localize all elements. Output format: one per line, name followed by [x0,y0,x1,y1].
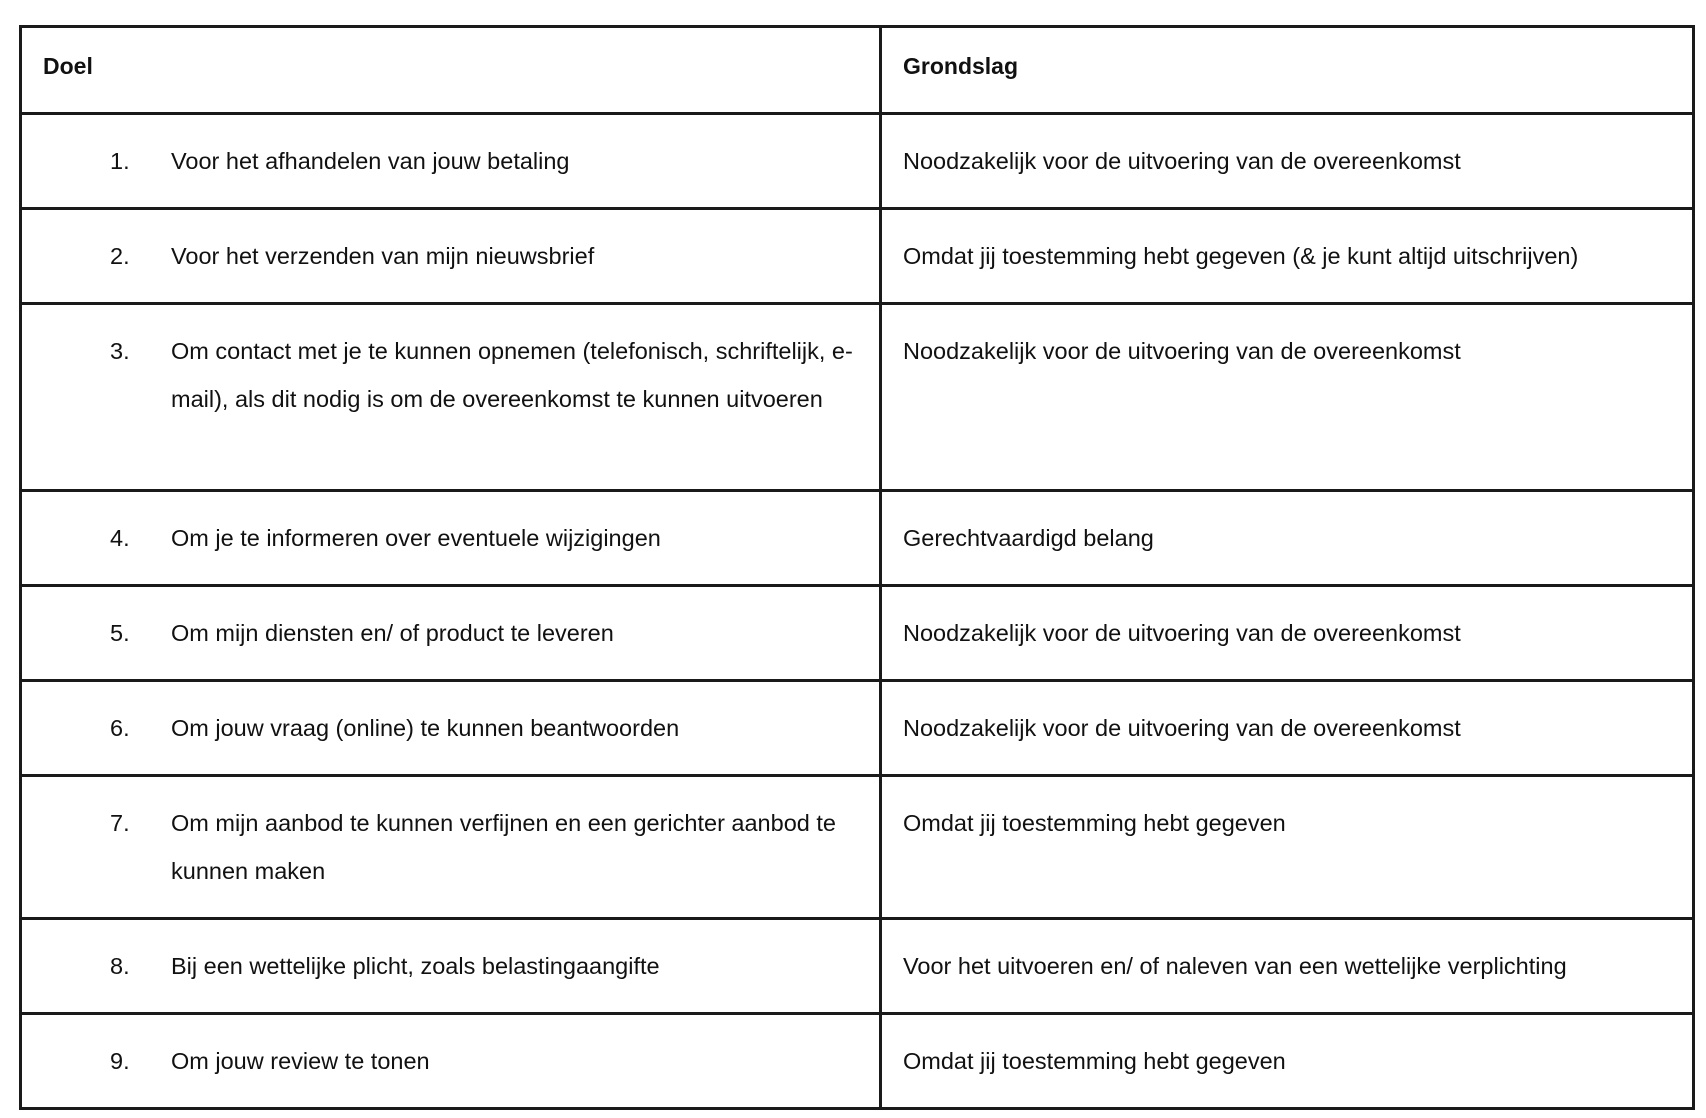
table-row [21,304,1694,491]
doel-cell [21,776,881,919]
row-number: 8. [110,953,130,979]
doel-text: Om jouw review te tonen [171,1048,430,1074]
grondslag-cell: Omdat jij toestemming hebt gegeven [881,776,1694,919]
grondslag-cell: Omdat jij toestemming hebt gegeven (& je kunt altijd uitschrijven) [881,209,1694,304]
table-row [21,919,1694,1014]
row-number: 3. [110,338,130,364]
row-number: 1. [110,148,130,174]
table-row [21,114,1694,209]
row-number: 6. [110,715,130,741]
grondslag-cell: Noodzakelijk voor de uitvoering van de overeenkomst [881,114,1694,209]
row-number: 9. [110,1048,130,1074]
header-grondslag: Grondslag [881,27,1694,114]
doel-text: Om jouw vraag (online) te kunnen beantwoorden [171,715,680,741]
table-header-row [21,27,1694,114]
row-number: 7. [110,810,130,836]
row-number: 2. [110,243,130,269]
table-row [21,776,1694,919]
table-row [21,209,1694,304]
header-doel: Doel [21,27,881,114]
grondslag-cell: Gerechtvaardigd belang [881,491,1694,586]
purpose-basis-table [19,25,1695,1110]
doel-text: Voor het afhandelen van jouw betaling [171,148,570,174]
grondslag-cell: Noodzakelijk voor de uitvoering van de overeenkomst [881,586,1694,681]
doel-text: Om je te informeren over eventuele wijzigingen [171,525,661,551]
table-row [21,586,1694,681]
doel-cell [21,681,881,776]
table-row [21,1014,1694,1109]
table-row [21,491,1694,586]
doel-text: Om mijn aanbod te kunnen verfijnen en een gerichter aanbod te kunnen maken [171,810,836,884]
doel-cell [21,304,881,491]
doel-text: Bij een wettelijke plicht, zoals belastingaangifte [171,953,660,979]
doel-cell [21,209,881,304]
row-number: 5. [110,620,130,646]
doel-text: Om contact met je te kunnen opnemen (telefonisch, schriftelijk, e-mail), als dit nodig is om de overeenkomst te kunnen uitvoeren [171,338,853,412]
doel-text: Om mijn diensten en/ of product te leveren [171,620,614,646]
doel-cell [21,114,881,209]
table-row [21,681,1694,776]
grondslag-cell: Omdat jij toestemming hebt gegeven [881,1014,1694,1109]
grondslag-cell: Noodzakelijk voor de uitvoering van de overeenkomst [881,304,1694,491]
doel-cell [21,586,881,681]
doel-text: Voor het verzenden van mijn nieuwsbrief [171,243,595,269]
doel-cell [21,1014,881,1109]
grondslag-cell: Noodzakelijk voor de uitvoering van de overeenkomst [881,681,1694,776]
doel-cell [21,919,881,1014]
row-number: 4. [110,525,130,551]
doel-cell [21,491,881,586]
grondslag-cell: Voor het uitvoeren en/ of naleven van een wettelijke verplichting [881,919,1694,1014]
